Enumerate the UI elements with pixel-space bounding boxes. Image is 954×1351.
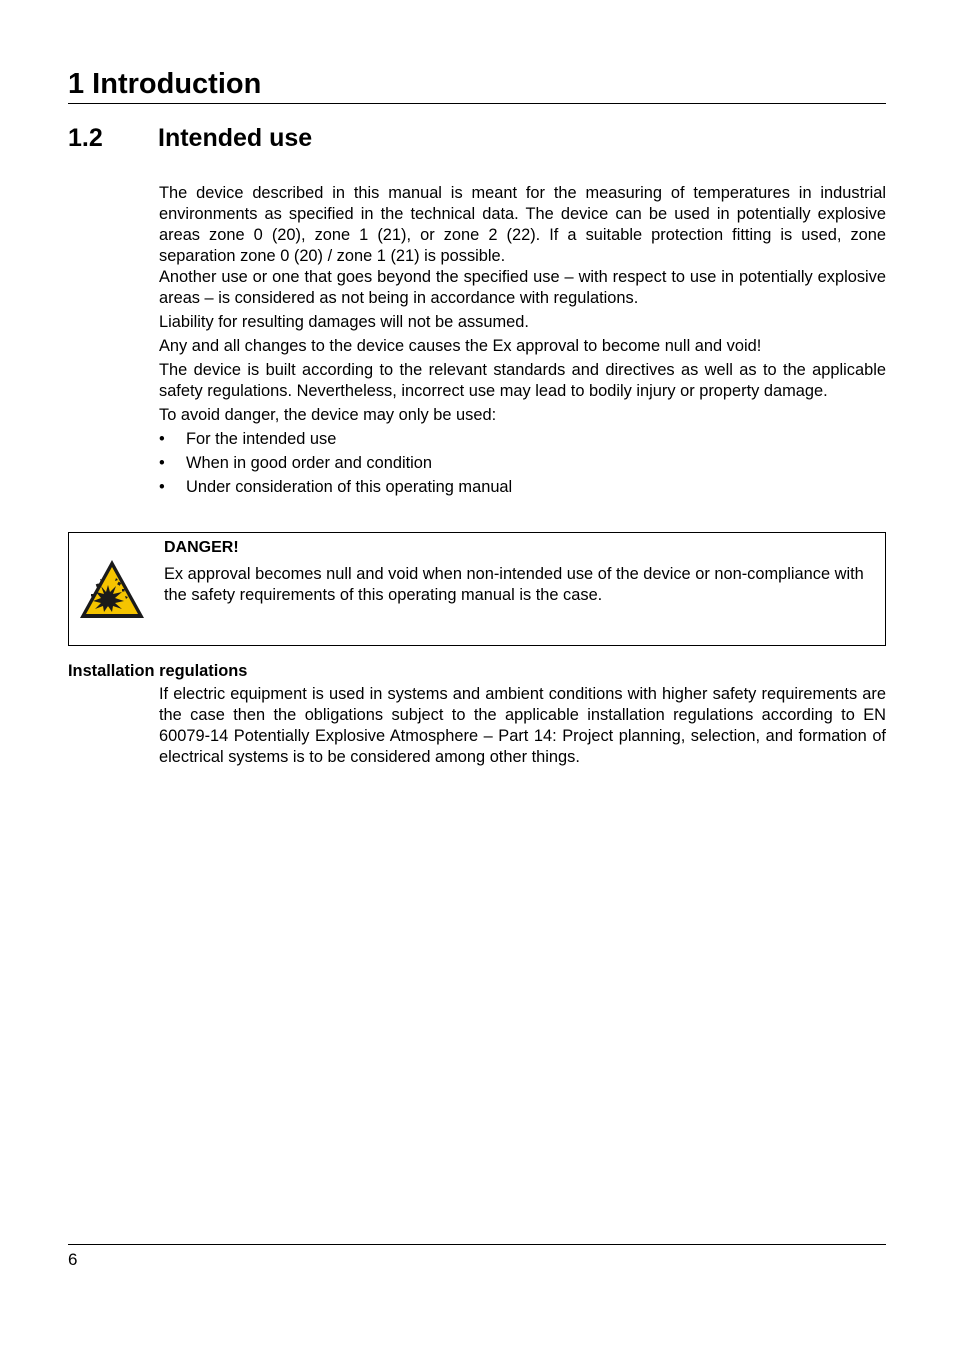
footer-divider [68, 1244, 886, 1245]
paragraph: The device described in this manual is meant for the measuring of temperatures in industrial environments as specified in the technical data. The device can be used in potentially explosive areas zone 0 (20), zone 1 (21), or zone 2 (22). If a suitable protection fitting is used, zone separation zone 0 (20) / zone 1 (21) is possible. [159, 184, 886, 265]
danger-text: Ex approval becomes null and void when non-intended use of the device or non-compliance with the safety requirements of this operating manual is the case. [164, 565, 864, 604]
bullet-icon: • [159, 430, 165, 448]
paragraph: To avoid danger, the device may only be used: [159, 406, 497, 424]
list-item-text: When in good order and condition [186, 454, 433, 472]
paragraph: Another use or one that goes beyond the specified use – with respect to use in potentially explosive areas – is considered as not being in accordance with regulations. [159, 268, 886, 307]
list-item-text: Under consideration of this operating manual [186, 478, 513, 496]
explosive-atmosphere-warning-icon [78, 558, 146, 620]
list-item [159, 429, 886, 450]
section-number: 1.2 [68, 124, 103, 152]
paragraph: The device is built according to the relevant standards and directives as well as to the applicable safety regulations. Nevertheless, incorrect use may lead to bodily injury or property damage. [159, 361, 886, 400]
chapter-title: 1 Introduction [68, 68, 262, 100]
danger-notice [68, 532, 886, 646]
bullet-icon: • [159, 454, 165, 472]
paragraph: Any and all changes to the device causes the Ex approval to become null and void! [159, 337, 762, 355]
bullet-icon: • [159, 478, 165, 496]
list-item [159, 477, 886, 498]
chapter-divider [68, 103, 886, 104]
section-title: Intended use [158, 124, 313, 152]
installation-text: If electric equipment is used in systems and ambient conditions with higher safety requirements are the case then the obligations subject to the applicable installation regulations according to EN 60079-14 Potentially Explosive Atmosphere – Part 14: Project planning, selection, and formation of electrical systems is to be considered among other things. [159, 685, 886, 766]
paragraph: Liability for resulting damages will not be assumed. [159, 313, 529, 331]
list-item [159, 453, 886, 474]
danger-title: DANGER! [164, 539, 239, 556]
usage-conditions-list [159, 429, 886, 498]
installation-heading: Installation regulations [68, 662, 248, 680]
list-item-text: For the intended use [186, 430, 337, 448]
page-number: 6 [68, 1250, 78, 1269]
intended-use-body [159, 183, 886, 501]
